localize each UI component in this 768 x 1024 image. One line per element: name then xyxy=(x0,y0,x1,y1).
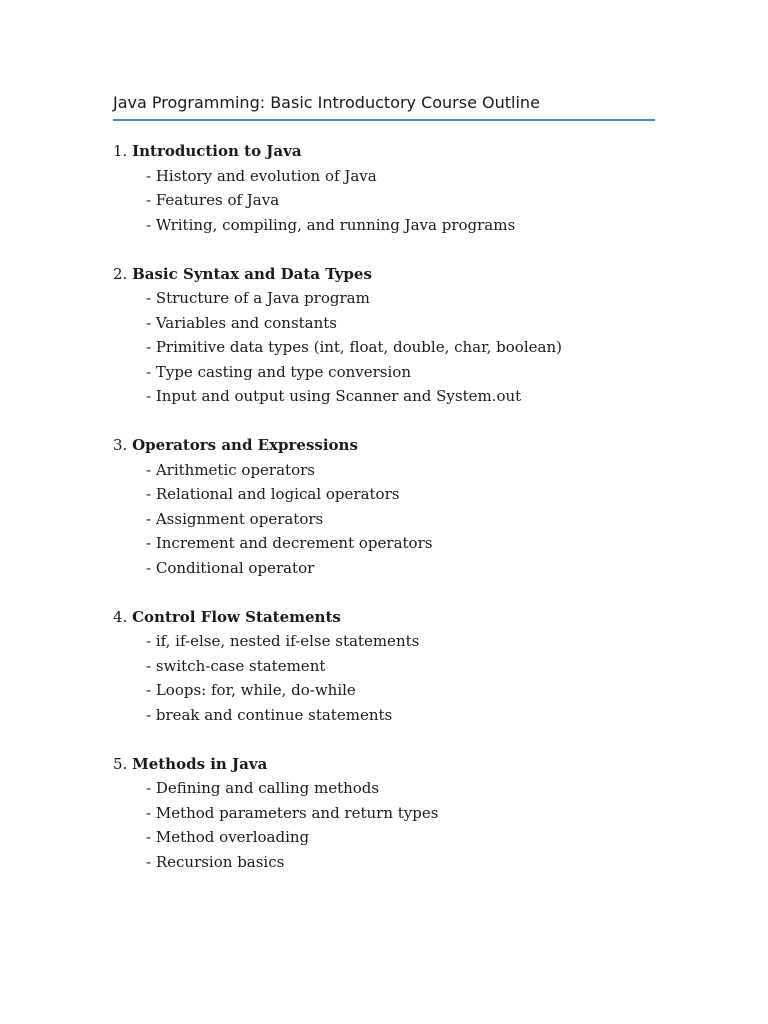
topic-item: - if, if-else, nested if-else statements xyxy=(146,632,420,650)
topic-list xyxy=(113,776,673,874)
topic-item: - Method overloading xyxy=(146,828,310,846)
topic-item: - Type casting and type conversion xyxy=(146,362,411,381)
section-heading xyxy=(113,752,673,777)
outline-section-4 xyxy=(113,605,673,728)
topic-item: - Features of Java xyxy=(146,191,280,209)
section-title: Introduction to Java xyxy=(132,142,302,160)
course-outline xyxy=(113,139,673,899)
topic-list xyxy=(113,629,673,727)
section-heading xyxy=(113,262,673,287)
section-title: Basic Syntax and Data Types xyxy=(132,264,372,283)
topic-list xyxy=(113,164,673,238)
section-number: 5. xyxy=(113,754,128,773)
section-number: 2. xyxy=(113,264,128,283)
document-title: Java Programming: Basic Introductory Course Outline xyxy=(113,93,540,112)
outline-section-1 xyxy=(113,139,673,237)
topic-item: - History and evolution of Java xyxy=(146,166,377,185)
topic-item: - Primitive data types (int, float, double, char, boolean) xyxy=(146,338,562,356)
section-heading xyxy=(113,433,673,458)
topic-item: - Relational and logical operators xyxy=(146,485,400,503)
outline-section-3 xyxy=(113,433,673,580)
topic-item: - Arithmetic operators xyxy=(146,460,315,479)
topic-item: - Input and output using Scanner and System.out xyxy=(146,387,522,405)
topic-list xyxy=(113,286,673,409)
topic-item: - Loops: for, while, do-while xyxy=(146,681,356,699)
section-title: Methods in Java xyxy=(132,754,268,773)
section-heading xyxy=(113,605,673,630)
topic-item: - Defining and calling methods xyxy=(146,779,380,797)
topic-item: - Assignment operators xyxy=(146,509,324,528)
section-title: Control Flow Statements xyxy=(132,607,341,626)
topic-item: - Structure of a Java program xyxy=(146,289,370,307)
topic-item: - Recursion basics xyxy=(146,852,285,871)
title-underline xyxy=(113,119,655,121)
section-title: Operators and Expressions xyxy=(132,436,358,454)
topic-list xyxy=(113,458,673,581)
section-number: 4. xyxy=(113,607,128,626)
outline-section-5 xyxy=(113,752,673,875)
section-number: 3. xyxy=(113,436,128,454)
topic-item: - Conditional operator xyxy=(146,558,315,577)
outline-section-2 xyxy=(113,262,673,409)
topic-item: - Variables and constants xyxy=(146,313,338,332)
topic-item: - Method parameters and return types xyxy=(146,803,439,822)
section-heading xyxy=(113,139,673,164)
topic-item: - Writing, compiling, and running Java programs xyxy=(146,215,516,234)
topic-item: - Increment and decrement operators xyxy=(146,534,433,552)
topic-item: - break and continue statements xyxy=(146,705,393,724)
topic-item: - switch-case statement xyxy=(146,656,326,675)
section-number: 1. xyxy=(113,142,128,160)
